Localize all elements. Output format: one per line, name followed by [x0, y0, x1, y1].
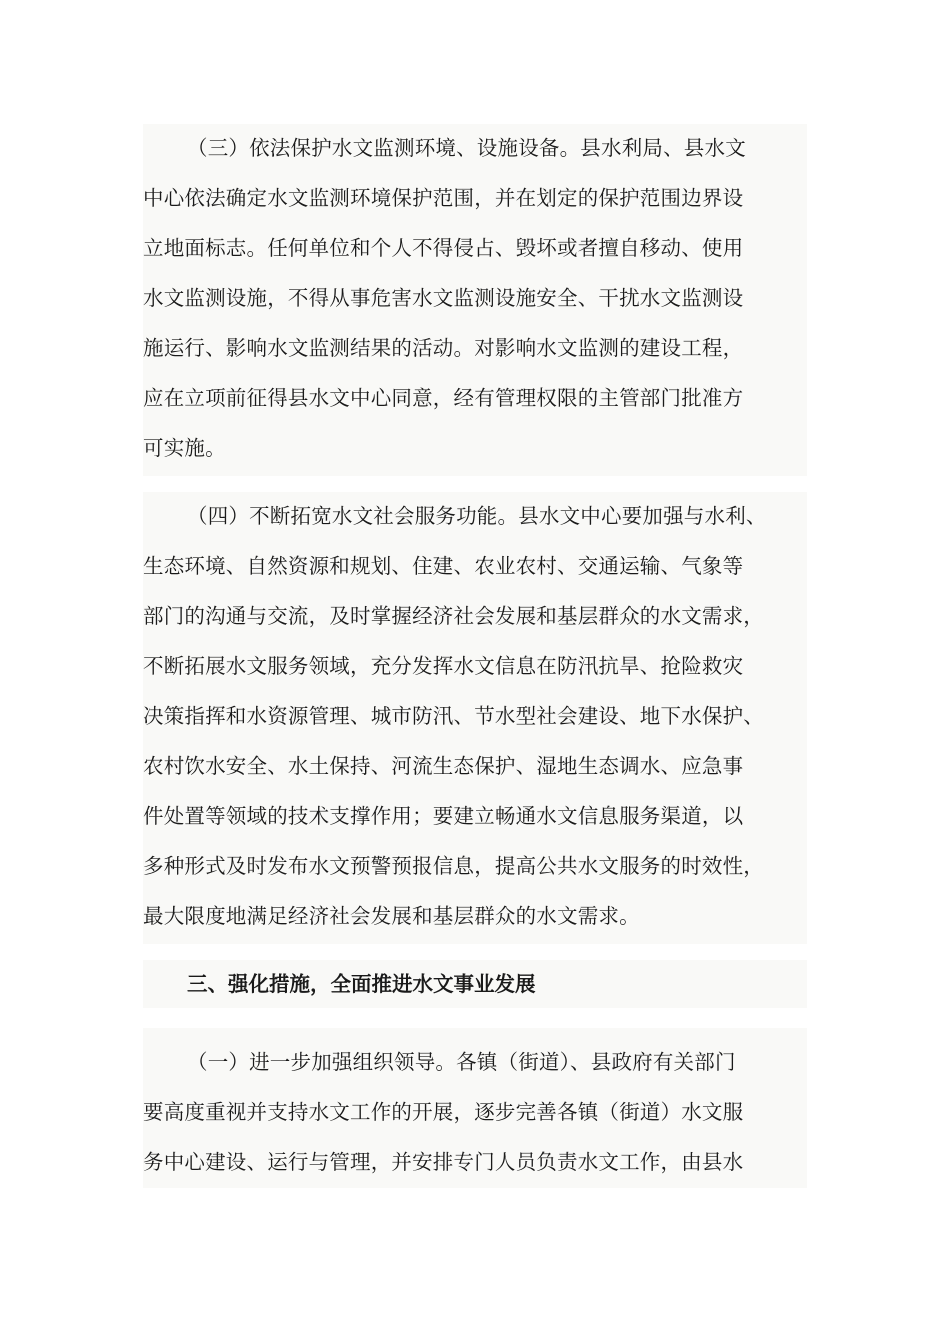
paragraph-protect-monitoring — [143, 124, 807, 476]
paragraph-line: 多种形式及时发布水文预警预报信息，提高公共水文服务的时效性， — [143, 854, 764, 878]
paragraph-line: 不断拓展水文服务领域，充分发挥水文信息在防汛抗旱、抢险救灾 — [143, 654, 744, 678]
paragraph-line: 水文监测设施，不得从事危害水文监测设施安全、干扰水文监测设 — [143, 286, 744, 310]
paragraph-line: （三）依法保护水文监测环境、设施设备。县水利局、县水文 — [187, 136, 746, 160]
paragraph-line: 最大限度地满足经济社会发展和基层群众的水文需求。 — [143, 904, 640, 928]
section-heading-block — [143, 960, 807, 1008]
paragraph-line: 应在立项前征得县水文中心同意，经有管理权限的主管部门批准方 — [143, 386, 744, 410]
paragraph-line: 要高度重视并支持水文工作的开展，逐步完善各镇（街道）水文服 — [143, 1100, 744, 1124]
paragraph-organization-leadership — [143, 1028, 807, 1188]
paragraph-line: 施运行、影响水文监测结果的活动。对影响水文监测的建设工程， — [143, 336, 744, 360]
paragraph-line: 务中心建设、运行与管理，并安排专门人员负责水文工作，由县水 — [143, 1150, 744, 1174]
paragraph-line: 件处置等领域的技术支撑作用；要建立畅通水文信息服务渠道，以 — [143, 804, 744, 828]
paragraph-line: （四）不断拓宽水文社会服务功能。县水文中心要加强与水利、 — [187, 504, 767, 528]
paragraph-line: 中心依法确定水文监测环境保护范围，并在划定的保护范围边界设 — [143, 186, 744, 210]
paragraph-line: 决策指挥和水资源管理、城市防汛、节水型社会建设、地下水保护、 — [143, 704, 764, 728]
paragraph-line: 农村饮水安全、水土保持、河流生态保护、湿地生态调水、应急事 — [143, 754, 744, 778]
paragraph-social-services — [143, 492, 807, 944]
paragraph-line: 部门的沟通与交流，及时掌握经济社会发展和基层群众的水文需求， — [143, 604, 764, 628]
section-heading: 三、强化措施，全面推进水文事业发展 — [187, 972, 536, 996]
paragraph-line: 立地面标志。任何单位和个人不得侵占、毁坏或者擅自移动、使用 — [143, 236, 744, 260]
paragraph-line: （一）进一步加强组织领导。各镇（街道）、县政府有关部门 — [187, 1050, 736, 1074]
paragraph-line: 生态环境、自然资源和规划、住建、农业农村、交通运输、气象等 — [143, 554, 744, 578]
paragraph-line: 可实施。 — [143, 436, 226, 460]
